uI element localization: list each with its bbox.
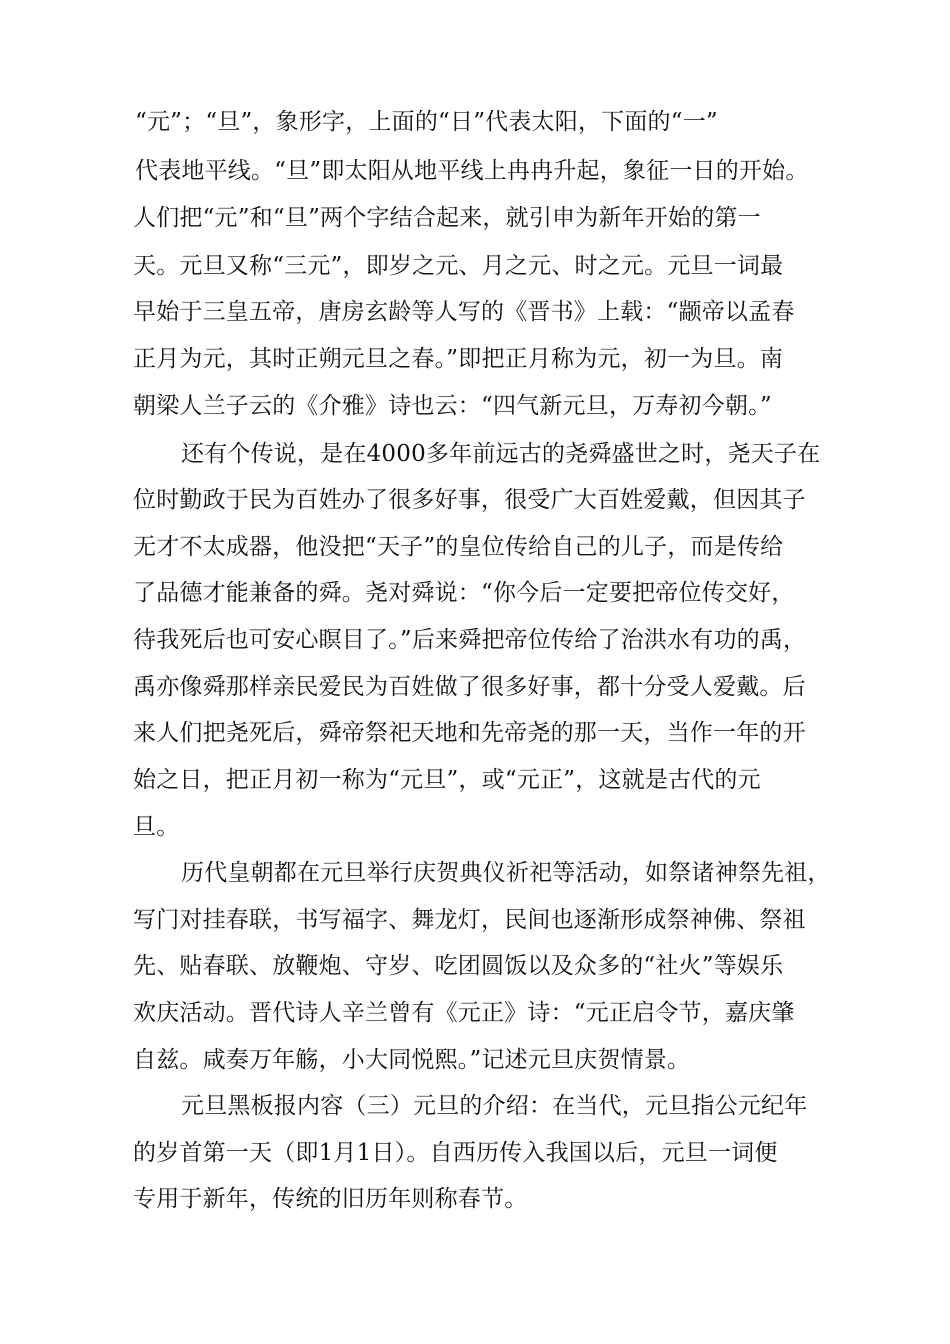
text-line: 元旦黑板报内容（三）元旦的介绍：在当代，元旦指公元纪年 <box>181 1093 808 1119</box>
text-line: 还有个传说，是在4000多年前远古的尧舜盛世之时，尧天子在 <box>181 441 821 467</box>
text-line: 来人们把尧死后，舜帝祭祀天地和先帝尧的那一天，当作一年的开 <box>133 720 806 746</box>
text-line: 正月为元，其时正朔元旦之春。”即把正月称为元，初一为旦。南 <box>133 346 784 372</box>
text-line: 无才不太成器，他没把“天子”的皇位传给自己的儿子，而是传给 <box>133 534 784 560</box>
text-line: 旦。 <box>133 814 180 840</box>
text-line: 禹亦像舜那样亲民爱民为百姓做了很多好事，都十分受人爱戴。后 <box>133 674 806 700</box>
text-line: 位时勤政于民为百姓办了很多好事，很受广大百姓爱戴，但因其子 <box>133 487 806 513</box>
text-line: 天。元旦又称“三元”，即岁之元、月之元、时之元。元旦一词最 <box>133 253 784 279</box>
text-line: 待我死后也可安心瞑目了。”后来舜把帝位传给了治洪水有功的禹， <box>133 627 807 653</box>
text-line: 了品德才能兼备的舜。尧对舜说：“你今后一定要把帝位传交好， <box>133 580 795 606</box>
text-line: 始之日，把正月初一称为“元旦”，或“元正”，这就是古代的元 <box>133 767 761 793</box>
text-line: 专用于新年，传统的旧历年则称春节。 <box>133 1186 528 1212</box>
text-line: 先、贴春联、放鞭炮、守岁、吃团圆饭以及众多的“社火”等娱乐 <box>133 953 784 979</box>
text-line: 代表地平线。“旦”即太阳从地平线上冉冉升起，象征一日的开始。 <box>135 158 809 184</box>
text-line: 早始于三皇五帝，唐房玄龄等人写的《晋书》上载：“颛帝以孟春 <box>133 299 795 325</box>
text-line: 人们把“元”和“旦”两个字结合起来，就引申为新年开始的第一 <box>133 205 761 231</box>
text-line: 历代皇朝都在元旦举行庆贺典仪祈祀等活动，如祭诸神祭先祖， <box>181 860 831 886</box>
text-line: 的岁首第一天（即1月1日）。自西历传入我国以后，元旦一词便 <box>133 1140 778 1166</box>
text-line: 朝梁人兰子云的《介雅》诗也云：“四气新元旦，万寿初今朝。” <box>133 393 772 419</box>
text-line: 写门对挂春联，书写福字、舞龙灯，民间也逐渐形成祭神佛、祭祖 <box>133 907 806 933</box>
text-line: “元”；“旦”，象形字，上面的“日”代表太阳，下面的“一” <box>135 109 718 135</box>
text-line: 欢庆活动。晋代诗人辛兰曾有《元正》诗：“元正启令节，嘉庆肇 <box>133 1000 795 1026</box>
text-line: 自兹。咸奏万年觞，小大同悦熙。”记述元旦庆贺情景。 <box>133 1047 691 1073</box>
